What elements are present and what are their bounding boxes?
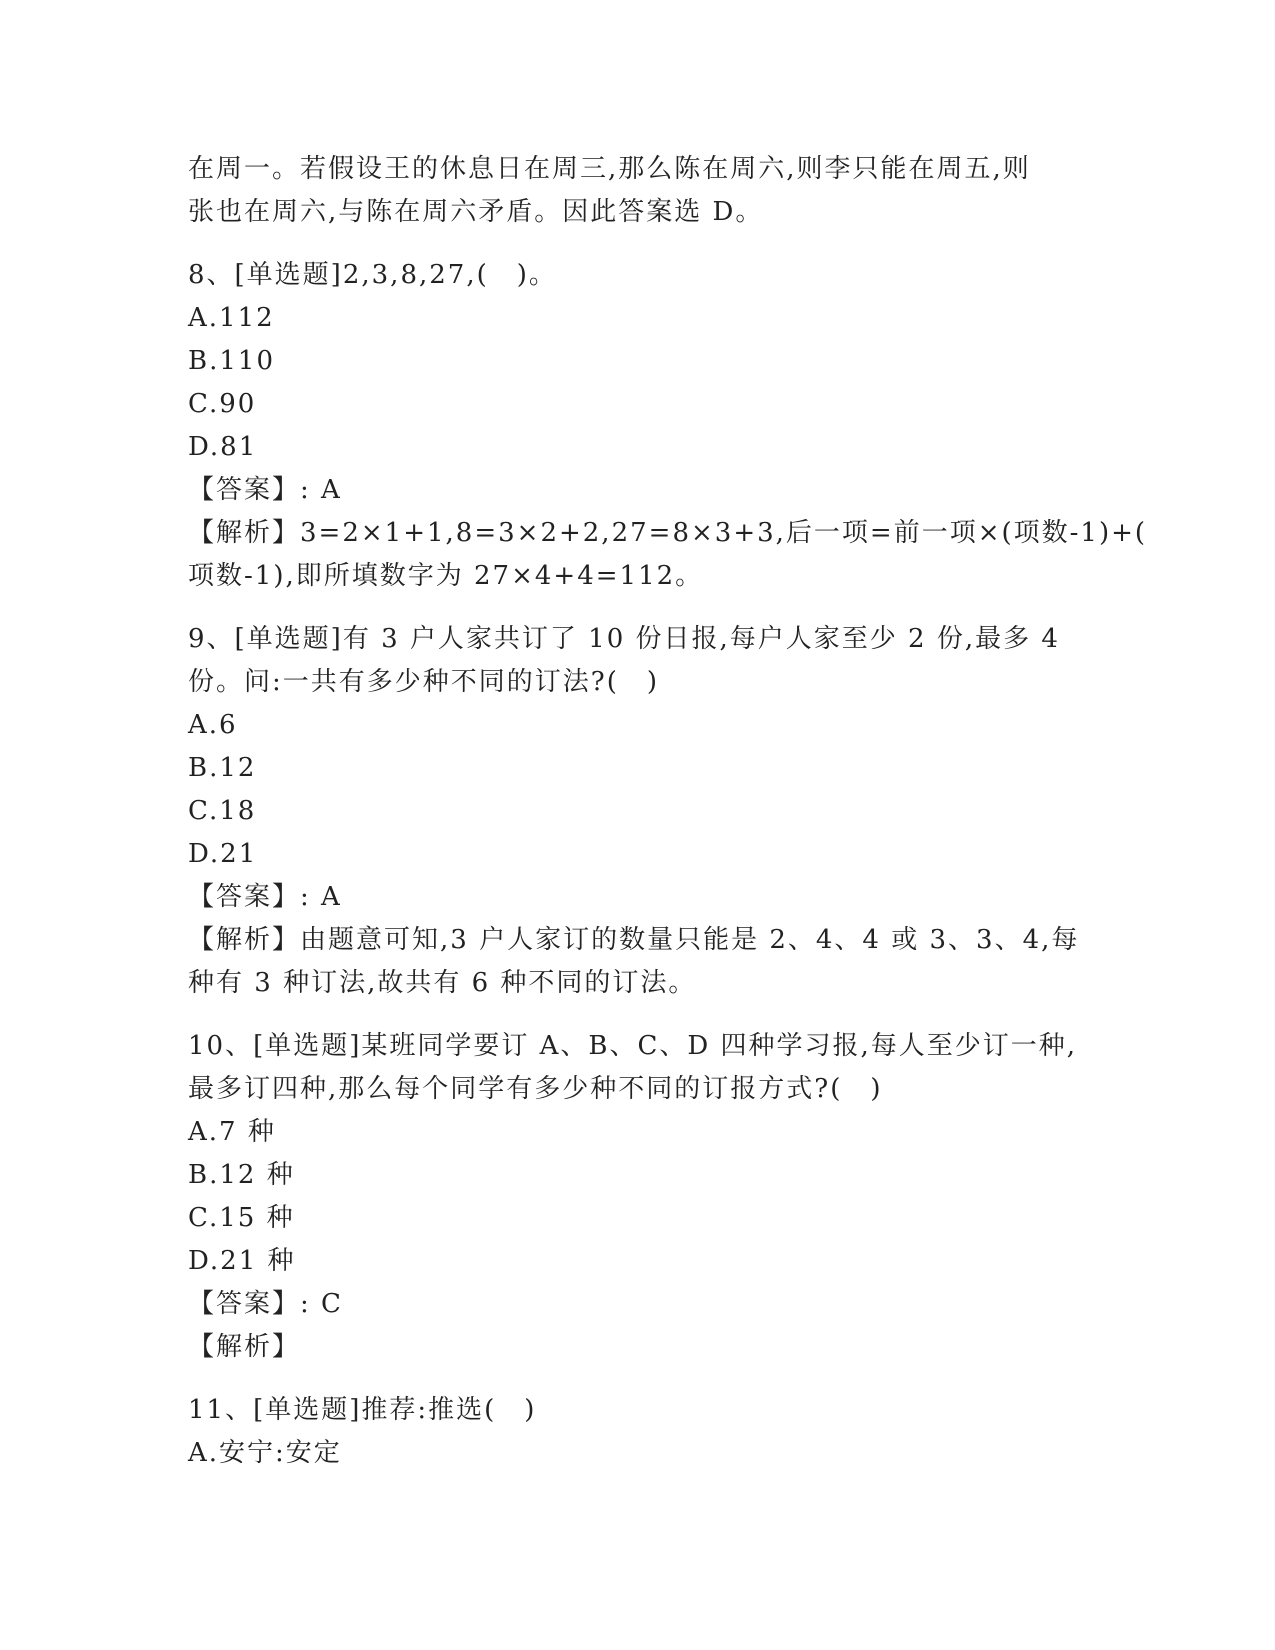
analysis-line: 【解析】3=2×1+1,8=3×2+2,27=8×3+3,后一项=前一项×(项数-1)+( bbox=[188, 518, 1148, 548]
question-text: 10、[单选题]某班同学要订 A、B、C、D 四种学习报,每人至少订一种, bbox=[188, 1031, 1078, 1061]
question-text: 9、[单选题]有 3 户人家共订了 10 份日报,每户人家至少 2 份,最多 4 bbox=[188, 624, 1060, 654]
question-text: 8、[单选题]2,3,8,27,( )。 bbox=[188, 260, 557, 290]
question-10 bbox=[188, 1025, 1088, 1369]
option-c: C.18 bbox=[188, 796, 257, 826]
analysis-line: 种有 3 种订法,故共有 6 种不同的订法。 bbox=[188, 968, 697, 998]
option-a: A.7 种 bbox=[188, 1117, 276, 1147]
question-9 bbox=[188, 618, 1088, 1005]
option-d: D.21 bbox=[188, 839, 258, 869]
analysis-line: 【解析】由题意可知,3 户人家订的数量只能是 2、4、4 或 3、3、4,每 bbox=[188, 925, 1080, 955]
option-c: C.90 bbox=[188, 389, 257, 419]
option-a: A.112 bbox=[188, 303, 275, 333]
answer-line: 【答案】: C bbox=[188, 1289, 343, 1319]
option-a: A.安宁:安定 bbox=[188, 1438, 342, 1468]
option-b: B.12 种 bbox=[188, 1160, 295, 1190]
question-8 bbox=[188, 254, 1148, 598]
question-text: 最多订四种,那么每个同学有多少种不同的订报方式?( ) bbox=[188, 1074, 883, 1104]
analysis-line: 【解析】 bbox=[188, 1332, 301, 1362]
option-d: D.81 bbox=[188, 432, 258, 462]
question-text: 份。问:一共有多少种不同的订法?( ) bbox=[188, 667, 659, 697]
intro-block bbox=[188, 148, 1088, 234]
analysis-line: 项数-1),即所填数字为 27×4+4=112。 bbox=[188, 561, 704, 591]
option-b: B.110 bbox=[188, 346, 275, 376]
question-text: 11、[单选题]推荐:推选( ) bbox=[188, 1395, 537, 1425]
question-11 bbox=[188, 1389, 1088, 1475]
document-page bbox=[188, 148, 1148, 1475]
option-a: A.6 bbox=[188, 710, 238, 740]
option-c: C.15 种 bbox=[188, 1203, 295, 1233]
intro-line: 在周一。若假设王的休息日在周三,那么陈在周六,则李只能在周五,则 bbox=[188, 154, 1031, 184]
answer-line: 【答案】: A bbox=[188, 475, 342, 505]
option-b: B.12 bbox=[188, 753, 257, 783]
option-d: D.21 种 bbox=[188, 1246, 296, 1276]
answer-line: 【答案】: A bbox=[188, 882, 342, 912]
intro-line: 张也在周六,与陈在周六矛盾。因此答案选 D。 bbox=[188, 197, 764, 227]
